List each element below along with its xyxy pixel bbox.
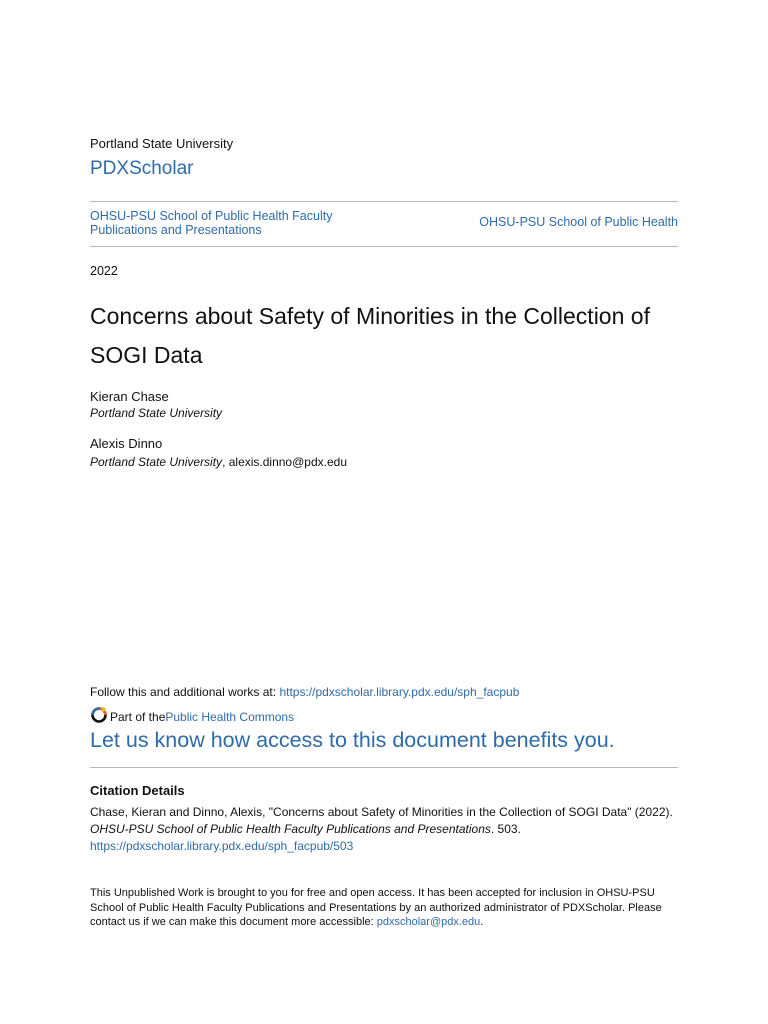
collection-link-school[interactable]: OHSU-PSU School of Public Health: [479, 215, 678, 229]
contact-email-link[interactable]: pdxscholar@pdx.edu: [376, 916, 481, 928]
author-email: , alexis.dinno@pdx.edu: [222, 455, 347, 469]
affiliation-text: Portland State University: [90, 406, 223, 420]
citation-url-link[interactable]: https://pdxscholar.library.pdx.edu/sph_facpub/503: [90, 839, 354, 853]
follow-url-link[interactable]: https://pdxscholar.library.pdx.edu/sph_facpub: [279, 685, 520, 699]
access-notice: [90, 886, 680, 930]
citation-heading: Citation Details: [90, 783, 185, 798]
bepress-commons-icon: [90, 706, 108, 724]
author-name: Kieran Chase: [90, 389, 169, 404]
author-affiliation: [90, 455, 347, 469]
publication-year: 2022: [90, 264, 118, 278]
part-of-label: Part of the: [110, 710, 166, 724]
public-health-commons-link[interactable]: Public Health Commons: [165, 710, 295, 724]
citation-number: . 503.: [490, 822, 521, 836]
citation-plain: Chase, Kieran and Dinno, Alexis, "Concerns about Safety of Minorities in the Collection of SOGI Data" (2022).: [90, 805, 673, 819]
university-name: Portland State University: [90, 136, 234, 151]
site-name-link[interactable]: PDXScholar: [90, 158, 194, 179]
follow-label: Follow this and additional works at:: [90, 685, 280, 699]
document-title: Concerns about Safety of Minorities in the Collection of SOGI Data: [90, 303, 650, 368]
citation-text: [90, 804, 680, 855]
divider-collections: [90, 246, 678, 247]
collection-link-faculty-pubs[interactable]: OHSU-PSU School of Public Health Faculty Publications and Presentations: [90, 209, 333, 237]
feedback-link[interactable]: Let us know how access to this document benefits you.: [90, 728, 615, 752]
divider-citation: [90, 767, 678, 768]
part-of-line: [90, 708, 294, 726]
affiliation-text: Portland State University: [90, 455, 223, 469]
citation-series: OHSU-PSU School of Public Health Faculty Publications and Presentations: [90, 822, 491, 836]
author-name: Alexis Dinno: [90, 436, 163, 451]
divider-top: [90, 201, 678, 202]
notice-end: .: [480, 916, 484, 928]
follow-line: [90, 685, 519, 699]
author-affiliation: [90, 406, 222, 420]
notice-text: This Unpublished Work is brought to you for free and open access. It has been accepted for inclusion in OHSU-PSU School of Public Health Faculty Publications and Presentations by an authorized administrator of PDXScholar. Please contact us if we can make this document more accessible:: [90, 887, 662, 928]
